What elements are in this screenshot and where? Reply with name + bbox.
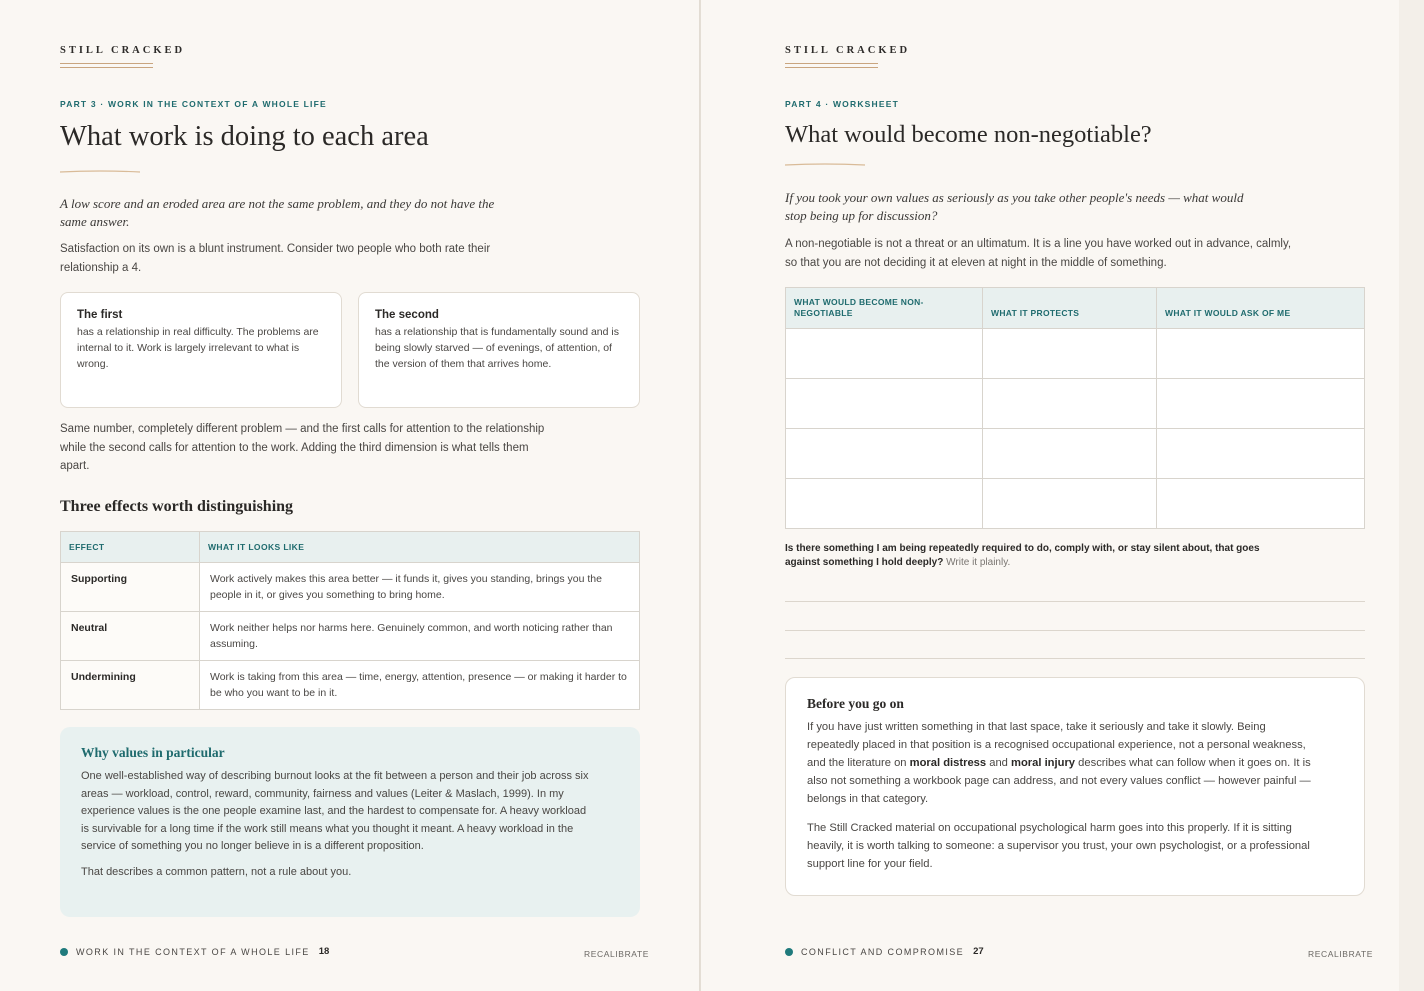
effect-cell: Undermining [61, 661, 200, 710]
page-number: 18 [318, 946, 330, 957]
card-title: The second [375, 309, 439, 321]
brand-rule [60, 63, 153, 68]
description-cell: Work is taking from this area — time, energy, attention, presence — or making it harder to be who you want to be in it. [200, 661, 640, 710]
brand-mark: STILL CRACKED [785, 45, 911, 56]
description-cell: Work neither helps nor harms here. Genuinely common, and worth noticing rather than assuming. [200, 612, 640, 661]
title-swash [60, 170, 140, 174]
column-header: EFFECT [61, 532, 200, 563]
reflection-prompt [785, 542, 1275, 570]
worksheet-cell[interactable] [1157, 479, 1365, 529]
lede: A low score and an eroded area are not the same problem, and they do not have the same answer. [60, 196, 495, 229]
text-span: describes what can follow when it goes on. It is also not something a workbook page can address, and not every values conflict — however painful — belongs in that category. [807, 757, 1311, 805]
column-header: WHAT WOULD BECOME NON-NEGOTIABLE [786, 288, 983, 329]
footer-section: CONFLICT AND COMPROMISE [801, 946, 965, 957]
part-label: PART 3 · WORK IN THE CONTEXT OF A WHOLE LIFE [60, 99, 327, 109]
section-heading: Three effects worth distinguishing [60, 498, 294, 515]
footer-book-title: RECALIBRATE [584, 949, 650, 959]
title-swash [785, 163, 865, 167]
callout-title: Why values in particular [81, 745, 225, 760]
worksheet-row [786, 429, 1365, 479]
intro-text: A non-negotiable is not a threat or an ultimatum. It is a line you have worked out in advance, calmly, so that you are not deciding it at eleven at night in the middle of something. [785, 238, 1292, 269]
effect-cell: Neutral [61, 612, 200, 661]
box-paragraph: The Still Cracked material on occupational psychological harm goes into this properly. If it is sitting heavily, it is worth talking to someone: a supervisor you trust, your own psychologist, or a professional support line for your field. [807, 822, 1310, 870]
worksheet-cell[interactable] [786, 329, 983, 379]
footer [785, 946, 984, 957]
left-page [0, 0, 699, 991]
text-span: If you have just written something in that last space, take it seriously and take it slowly. Being repeatedly placed in that position is a recognised occupational experience, not a personal weakness, and the literature on [807, 721, 1306, 769]
table-row [61, 563, 640, 612]
effects-table [60, 531, 640, 710]
write-line[interactable] [785, 601, 1365, 602]
worksheet-cell[interactable] [983, 429, 1157, 479]
intro-text: Satisfaction on its own is a blunt instrument. Consider two people who both rate their relationship a 4. [60, 243, 491, 274]
worksheet-row [786, 329, 1365, 379]
callout-note: That describes a common pattern, not a rule about you. [81, 865, 352, 878]
footer [60, 946, 329, 957]
before-you-go-on-box [785, 677, 1365, 896]
card-title: The first [77, 309, 123, 321]
worksheet-cell[interactable] [1157, 329, 1365, 379]
footer-section: WORK IN THE CONTEXT OF A WHOLE LIFE [76, 946, 310, 957]
prompt-text: Is there something I am being repeatedly required to do, comply with, or stay silent about, that goes against something I hold deeply? [785, 543, 1260, 568]
box-paragraph [807, 718, 1312, 808]
page-title: What would become non-negotiable? [785, 121, 1152, 148]
worksheet-row [786, 379, 1365, 429]
footer-book-title: RECALIBRATE [1308, 949, 1374, 959]
worksheet-cell[interactable] [983, 379, 1157, 429]
worksheet-cell[interactable] [1157, 429, 1365, 479]
worksheet-row [786, 479, 1365, 529]
card-text: has a relationship in real difficulty. The problems are internal to it. Work is largely irrelevant to what is wrong. [77, 326, 319, 370]
callout-text: One well-established way of describing burnout looks at the fit between a person and their job across six areas — workload, control, reward, community, fairness and values (Leiter & Maslach, 1999). In my experience values is the one people examine last, and the hardest to compensate for. A heavy workload is survivable for a long time if the work still means what you thought it meant. A heavy workload in the service of something you no longer believe in is a different proposition. [81, 770, 589, 853]
page-number: 27 [973, 946, 984, 957]
text-span: and [989, 757, 1008, 769]
worksheet-cell[interactable] [786, 429, 983, 479]
effect-cell: Supporting [61, 563, 200, 612]
column-header: WHAT IT LOOKS LIKE [200, 532, 640, 563]
column-header: WHAT IT WOULD ASK OF ME [1157, 288, 1365, 329]
worksheet-cell[interactable] [786, 379, 983, 429]
brand-mark: STILL CRACKED [60, 45, 186, 56]
brand-rule [785, 63, 878, 68]
after-cards-text: Same number, completely different problem — and the first calls for attention to the relationship while the second calls for attention to the work. Adding the third dimension is what tells them apart. [60, 423, 545, 472]
box-title: Before you go on [807, 696, 904, 711]
footer-dot-icon [785, 948, 793, 956]
worksheet-cell[interactable] [983, 329, 1157, 379]
footer-dot-icon [60, 948, 68, 956]
worksheet-cell[interactable] [983, 479, 1157, 529]
prompt-hint: Write it plainly. [946, 557, 1011, 568]
write-line[interactable] [785, 658, 1365, 659]
lede: If you took your own values as seriously as you take other people's needs — what would stop being up for discussion? [785, 190, 1244, 223]
table-row [61, 612, 640, 661]
description-cell: Work actively makes this area better — it funds it, gives you standing, brings you the people in it, or gives you something to bring home. [200, 563, 640, 612]
card-text: has a relationship that is fundamentally sound and is being slowly starved — of evenings, of attention, of the version of them that arrives home. [375, 326, 619, 370]
worksheet-cell[interactable] [1157, 379, 1365, 429]
term-moral-injury: moral injury [1011, 757, 1076, 769]
values-callout [60, 727, 640, 917]
card-second [358, 292, 640, 408]
table-row [61, 661, 640, 710]
part-label: PART 4 · WORKSHEET [785, 99, 900, 109]
column-header: WHAT IT PROTECTS [983, 288, 1157, 329]
card-first [60, 292, 342, 408]
term-moral-distress: moral distress [909, 757, 987, 769]
page-title: What work is doing to each area [60, 121, 429, 152]
worksheet-cell[interactable] [786, 479, 983, 529]
write-line[interactable] [785, 630, 1365, 631]
worksheet-table [785, 287, 1365, 529]
right-page [700, 0, 1399, 991]
